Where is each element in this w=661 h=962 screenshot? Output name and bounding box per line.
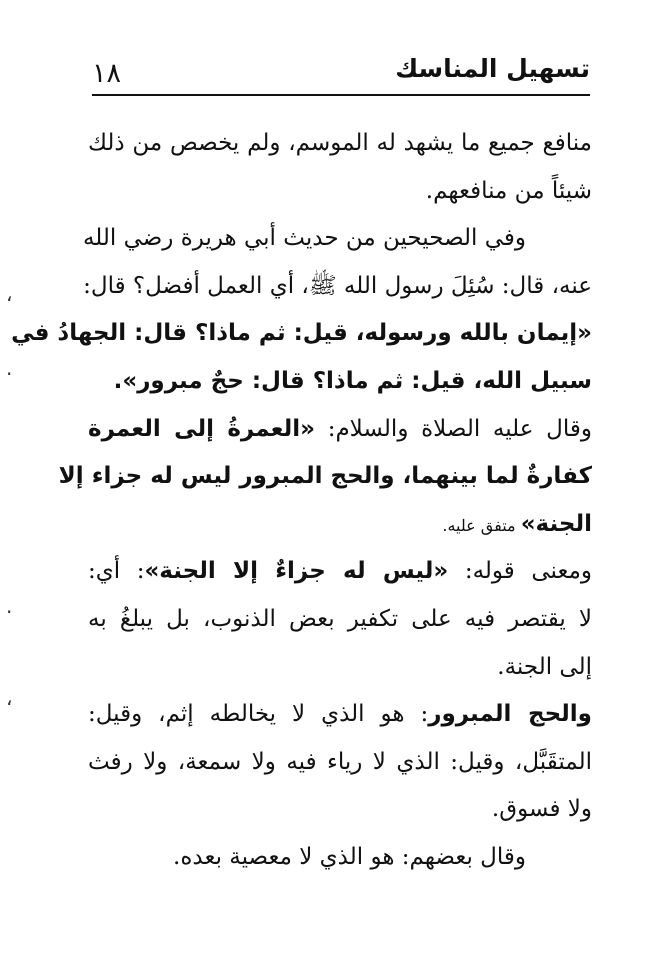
text-line (88, 168, 592, 216)
hadith-text: «العمرةُ إلى العمرة (88, 415, 316, 442)
text-run: عنه، قال: سُئِلَ رسول الله ﷺ، أي العمل أفضل؟ قال: (83, 272, 592, 299)
text-line (88, 786, 592, 834)
page-number: ١٨ (92, 58, 122, 89)
paragraph-start-line (82, 215, 592, 263)
text-run: وفي الصحيحين من حديث أبي هريرة رضي الله (82, 225, 526, 252)
text-run: : هو الذي لا يخالطه إثم، وقيل: (88, 701, 429, 728)
hadith-text: كفارةٌ لما بينهما، والحج المبرور ليس له جزاء إلا (58, 463, 592, 490)
text-run: وقال عليه الصلاة والسلام: (315, 415, 593, 442)
hadith-text: «إيمان بالله ورسوله، قيل: ثم ماذا؟ قال: الجهادُ في (11, 320, 592, 347)
hadith-line (58, 453, 592, 501)
hadith-line (88, 501, 592, 549)
page-body (11, 120, 593, 882)
text-run: شيئاً من منافعهم. (425, 177, 592, 204)
text-run: وقال بعضهم: هو الذي لا معصية بعده. (173, 843, 526, 870)
text-line (88, 596, 592, 644)
text-line (88, 739, 592, 787)
text-line (88, 120, 592, 168)
defined-term: والحج المبرور (428, 701, 592, 728)
text-run: إلى الجنة. (497, 653, 592, 680)
hadith-line (88, 358, 592, 406)
hadith-text: «ليس له جزاءٌ إلا الجنة» (144, 558, 449, 585)
hadith-text: سبيل الله، قيل: ثم ماذا؟ قال: حجٌ مبرور». (113, 367, 592, 394)
scan-margin-mark: ، (6, 686, 13, 710)
page-header (92, 54, 590, 98)
paragraph-start-line (88, 406, 592, 454)
header-rule (92, 94, 590, 96)
text-run: ولا فسوق. (491, 796, 592, 823)
hadith-line (11, 310, 592, 358)
text-run: : أي: (88, 558, 145, 585)
scan-margin-mark: · (6, 600, 13, 624)
paragraph-start-line (88, 834, 592, 882)
hadith-text: الجنة» (520, 510, 592, 537)
paragraph-start-line (88, 548, 592, 596)
text-run: ومعنى قوله: (448, 558, 592, 585)
text-line (88, 644, 592, 692)
book-title: تسهيل المناسك (395, 54, 590, 83)
text-run: منافع جميع ما يشهد له الموسم، ولم يخصص من ذلك (88, 130, 592, 156)
scan-margin-mark: · (6, 362, 13, 386)
text-line (83, 263, 592, 311)
source-note: متفق عليه. (442, 515, 521, 535)
text-run: لا يقتصر فيه على تكفير بعض الذنوب، بل يبلغُ به (88, 605, 592, 632)
definition-line (88, 691, 592, 739)
scan-margin-mark: ، (6, 282, 13, 306)
text-run: المتقَبَّل، وقيل: الذي لا رياء فيه ولا سمعة، ولا رفث (88, 748, 592, 775)
